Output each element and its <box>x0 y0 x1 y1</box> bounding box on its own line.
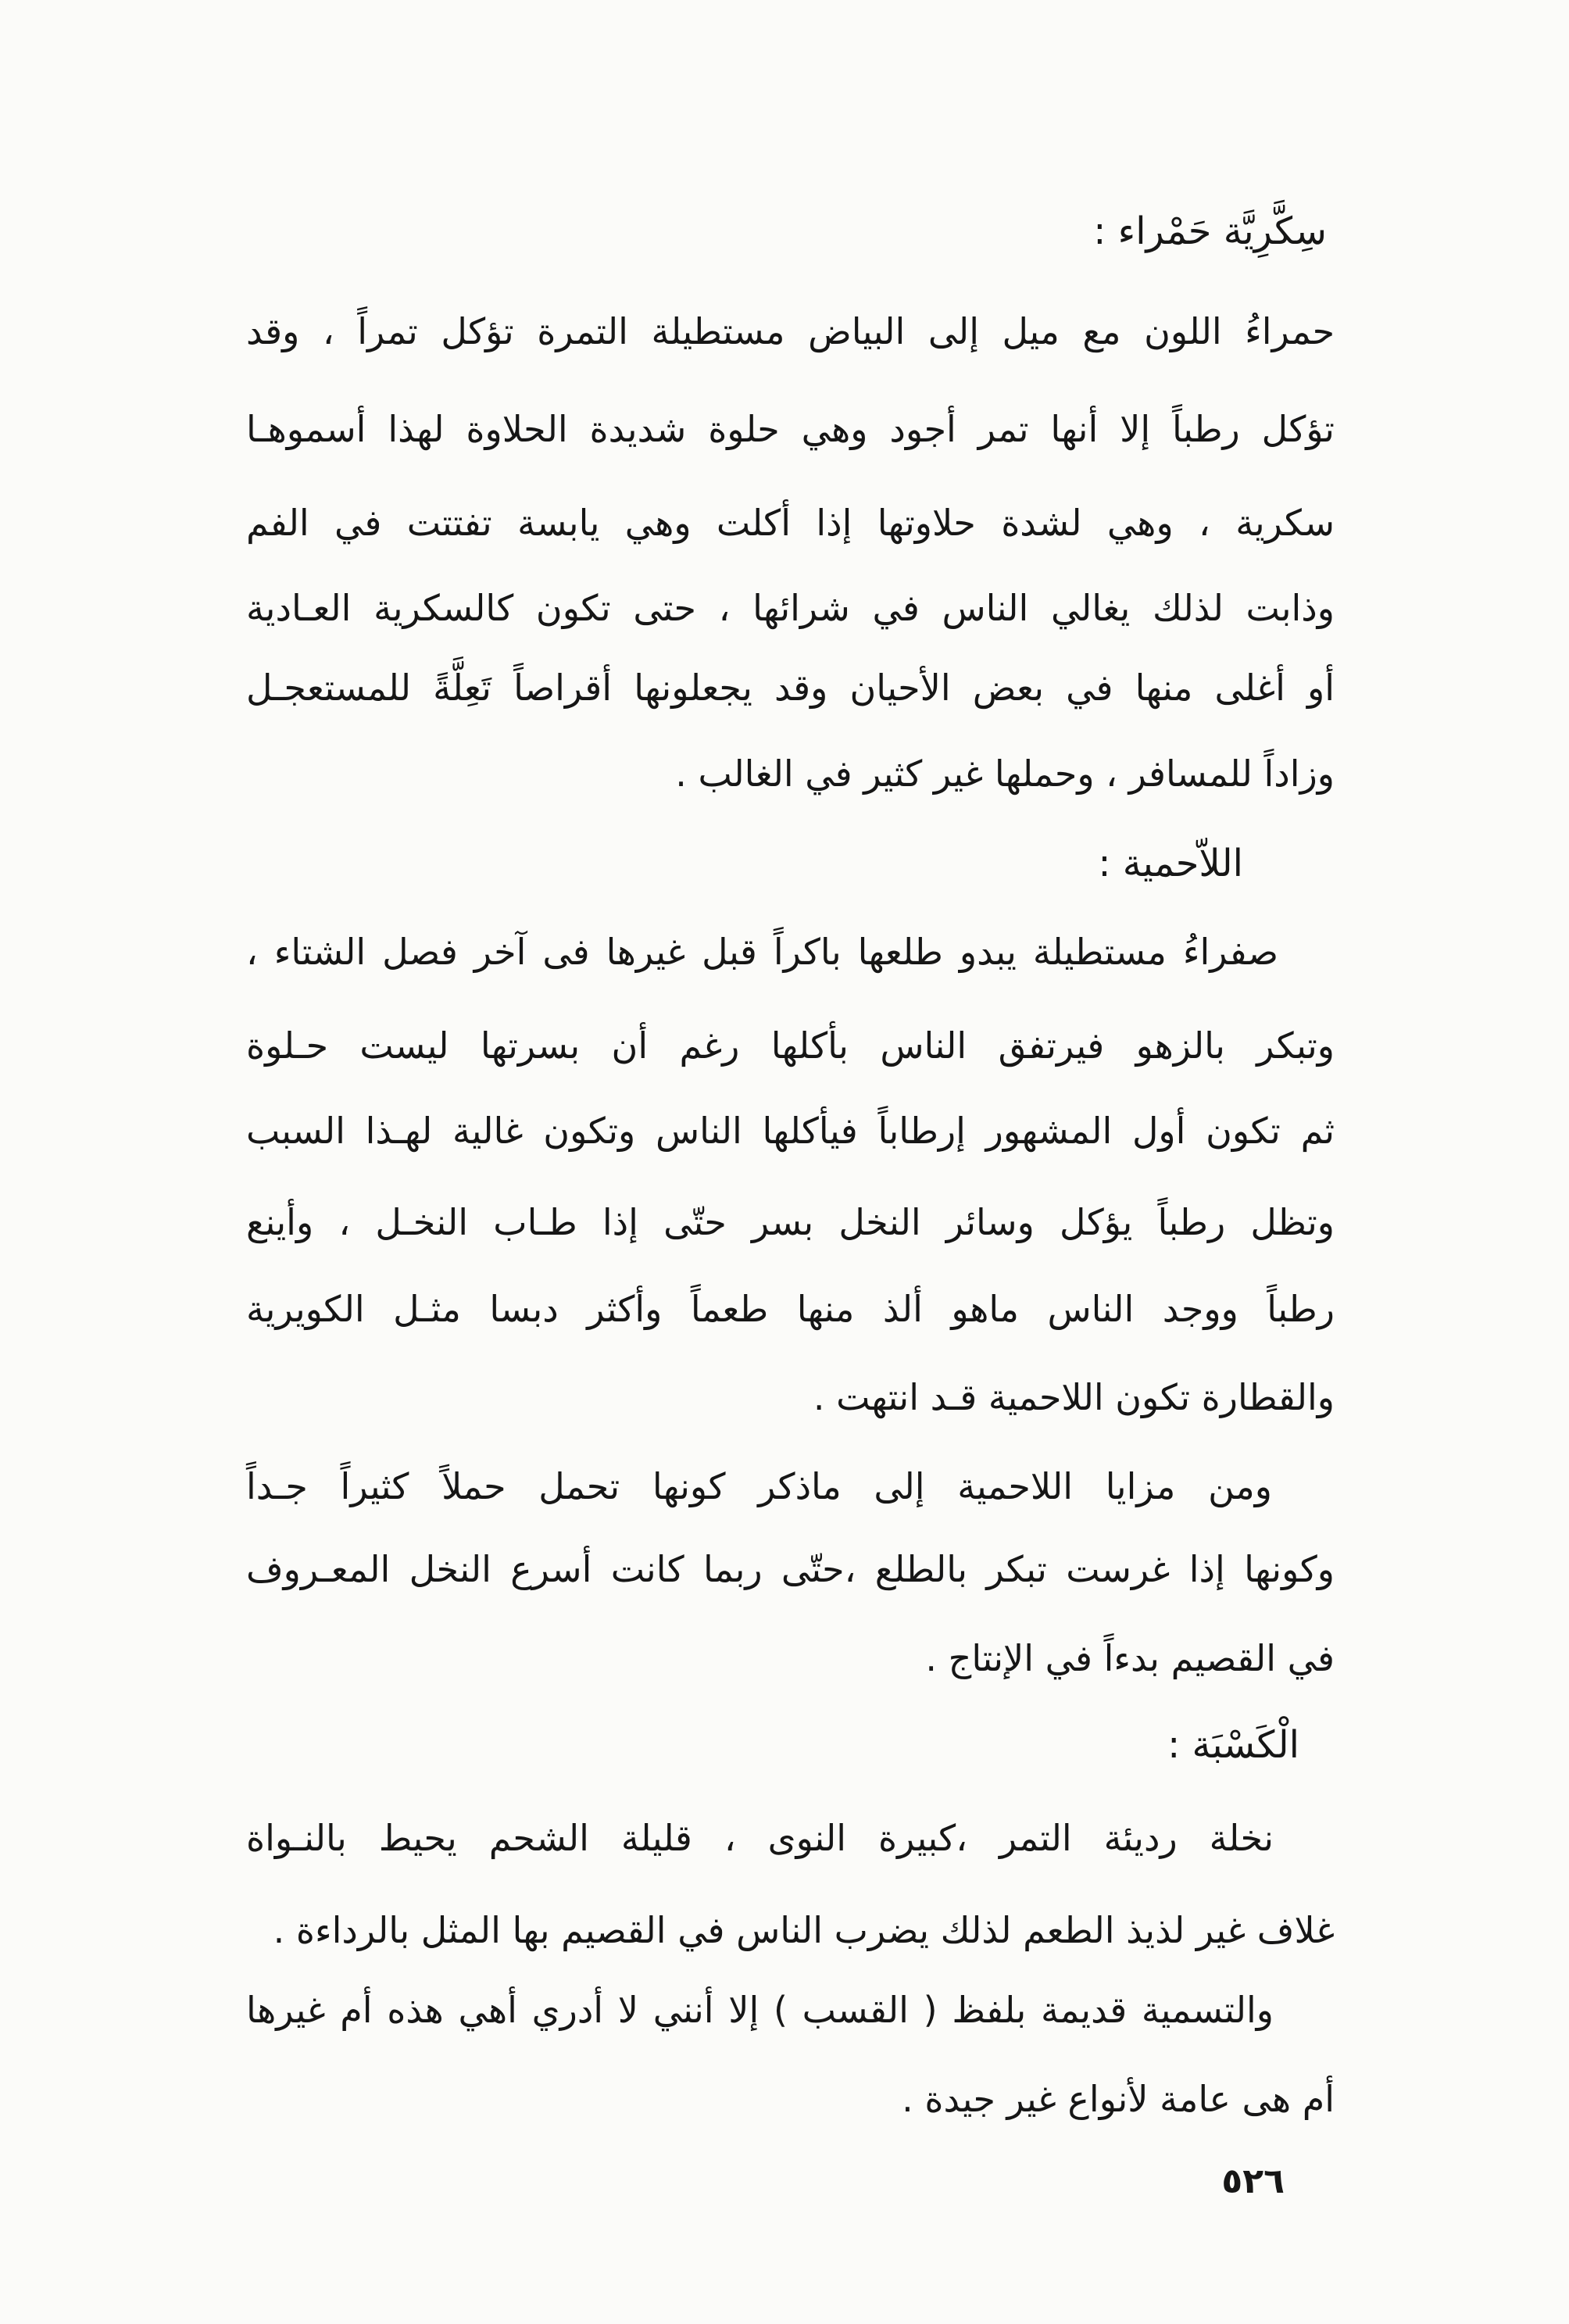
line-text: وكونها إذا غرست تبكر بالطلع ،حتّى ربما كانت أسرع النخل المعـروف <box>246 1548 1335 1590</box>
page-number <box>1221 2139 1285 2225</box>
paragraph-line <box>246 1354 1335 1440</box>
line-text: والتسمية قديمة بلفظ ( القسب ) إلا أنني لا أدري أهي هذه أم غيرها <box>246 1989 1274 2031</box>
line-text: رطباً ووجد الناس ماهو ألذ منها طعماً وأكثر دبسا مثـل الكويرية <box>246 1288 1335 1330</box>
paragraph-line <box>246 909 1278 995</box>
paragraph-line <box>246 1443 1272 1529</box>
paragraph-line <box>246 731 1335 817</box>
paragraph-line <box>246 288 1335 374</box>
line-text: حمراءُ اللون مع ميل إلى البياض مستطيلة التمرة تؤكل تمراً ، وقد <box>246 310 1335 352</box>
paragraph-line <box>246 1003 1335 1089</box>
section-heading <box>1167 1702 1299 1788</box>
heading-text: سِكَّرِيَّة حَمْراء : <box>1093 209 1327 253</box>
line-text: تؤكل رطباً إلا أنها تمر أجود وهي حلوة شديدة الحلاوة لهذا أسموهـا <box>246 408 1335 450</box>
heading-text: الْكَسْبَة : <box>1167 1723 1299 1767</box>
paragraph-line <box>246 386 1335 472</box>
paragraph-line <box>246 645 1335 731</box>
paragraph-line <box>246 1526 1335 1612</box>
line-text: أم هى عامة لأنواع غير جيدة . <box>902 2078 1335 2120</box>
line-text: ثم تكون أول المشهور إرطاباً فيأكلها الناس وتكون غالية لهـذا السبب <box>246 1110 1335 1152</box>
page-number-text: ٥٢٦ <box>1221 2161 1285 2201</box>
paragraph-line <box>246 480 1335 566</box>
paragraph-line <box>246 1967 1274 2053</box>
paragraph-line <box>246 1615 1335 1701</box>
line-text: وذابت لذلك يغالي الناس في شرائها ، حتى تكون كالسكرية العـادية <box>246 587 1335 629</box>
line-text: في القصيم بدءاً في الإنتاج . <box>925 1637 1335 1679</box>
line-text: وزاداً للمسافر ، وحملها غير كثير في الغالب . <box>675 753 1335 795</box>
line-text: والقطارة تكون اللاحمية قـد انتهت . <box>813 1376 1335 1418</box>
paragraph-line <box>246 1795 1274 1881</box>
section-heading <box>1093 188 1327 274</box>
paragraph-line <box>246 1179 1335 1265</box>
paragraph-line <box>246 1266 1335 1352</box>
line-text: نخلة رديئة التمر ،كبيرة النوى ، قليلة الشحم يحيط بالنـواة <box>246 1817 1274 1859</box>
line-text: وتبكر بالزهو فيرتفق الناس بأكلها رغم أن بسرتها ليست حـلوة <box>246 1024 1335 1067</box>
line-text: أو أغلى منها في بعض الأحيان وقد يجعلونها أقراصاً تَعِلَّةً للمستعجـل <box>246 667 1335 709</box>
paragraph-line <box>246 565 1335 651</box>
heading-text: اللاّحمية : <box>1098 842 1243 885</box>
line-text: غلاف غير لذيذ الطعم لذلك يضرب الناس في القصيم بها المثل بالرداءة . <box>273 1909 1335 1951</box>
line-text: وتظل رطباً يؤكل وسائر النخل بسر حتّى إذا طـاب النخـل ، وأينع <box>246 1201 1335 1243</box>
line-text: ومن مزايا اللاحمية إلى ماذكر كونها تحمل حملاً كثيراً جـداً <box>246 1465 1272 1507</box>
line-text: صفراءُ مستطيلة يبدو طلعها باكراً قبل غيرها فى آخر فصل الشتاء ، <box>246 931 1278 973</box>
paragraph-line <box>246 2056 1335 2142</box>
line-text: سكرية ، وهي لشدة حلاوتها إذا أكلت وهي يابسة تفتتت في الفم <box>246 502 1335 544</box>
paragraph-line <box>246 1887 1335 1973</box>
section-heading <box>1098 821 1243 906</box>
paragraph-line <box>246 1088 1335 1174</box>
